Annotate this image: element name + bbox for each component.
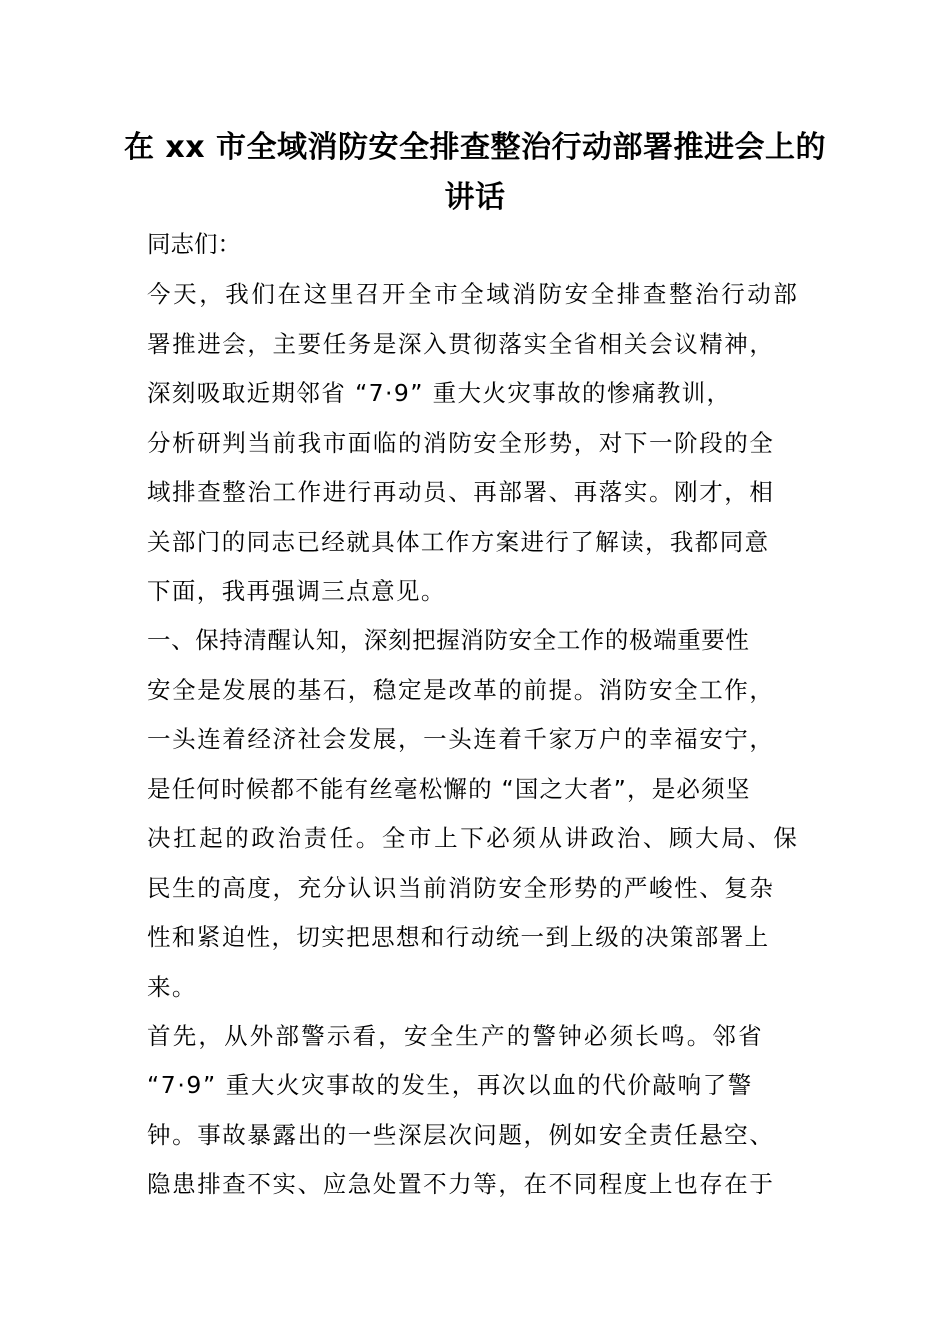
body-line: 安全是发展的基石，稳定是改革的前提。消防安全工作， xyxy=(147,676,775,704)
body-line: 域排查整治工作进行再动员、再部署、再落实。刚才，相 xyxy=(147,478,775,506)
body-line: “7·9” 重大火灾事故的发生，再次以血的代价敲响了警 xyxy=(147,1071,753,1099)
body-line: 深刻吸取近期邻省 “7·9” 重大火灾事故的惨痛教训， xyxy=(147,379,732,407)
body-line: 来。 xyxy=(147,973,197,1001)
body-line: 署推进会，主要任务是深入贯彻落实全省相关会议精神， xyxy=(147,330,775,358)
body-line: 分析研判当前我市面临的消防安全形势，对下一阶段的全 xyxy=(147,429,775,457)
body-line: 钟。事故暴露出的一些深层次问题，例如安全责任悬空、 xyxy=(147,1121,775,1149)
body-line: 决扛起的政治责任。全市上下必须从讲政治、顾大局、保 xyxy=(147,824,800,852)
body-line: 是任何时候都不能有丝毫松懈的 “国之大者”，是必须坚 xyxy=(147,775,751,803)
body-line: 隐患排查不实、应急处置不力等，在不同程度上也存在于 xyxy=(147,1170,775,1198)
document-title-line-2: 讲话 xyxy=(444,180,506,215)
salutation: 同志们： xyxy=(147,230,241,258)
body-line: 首先，从外部警示看，安全生产的警钟必须长鸣。邻省 xyxy=(147,1022,764,1050)
body-line: 下面，我再强调三点意见。 xyxy=(147,577,446,605)
body-line: 一头连着经济社会发展，一头连着千家万户的幸福安宁， xyxy=(147,725,775,753)
body-line: 今天，我们在这里召开全市全域消防安全排查整治行动部 xyxy=(147,280,800,308)
section-heading: 一、保持清醒认知，深刻把握消防安全工作的极端重要性 xyxy=(147,626,750,654)
body-line: 民生的高度，充分认识当前消防安全形势的严峻性、复杂 xyxy=(147,874,775,902)
document-title-line-1: 在 xx 市全域消防安全排查整治行动部署推进会上的 xyxy=(123,130,827,165)
body-line: 性和紧迫性，切实把思想和行动统一到上级的决策部署上 xyxy=(147,923,770,951)
body-line: 关部门的同志已经就具体工作方案进行了解读，我都同意 xyxy=(147,528,770,556)
